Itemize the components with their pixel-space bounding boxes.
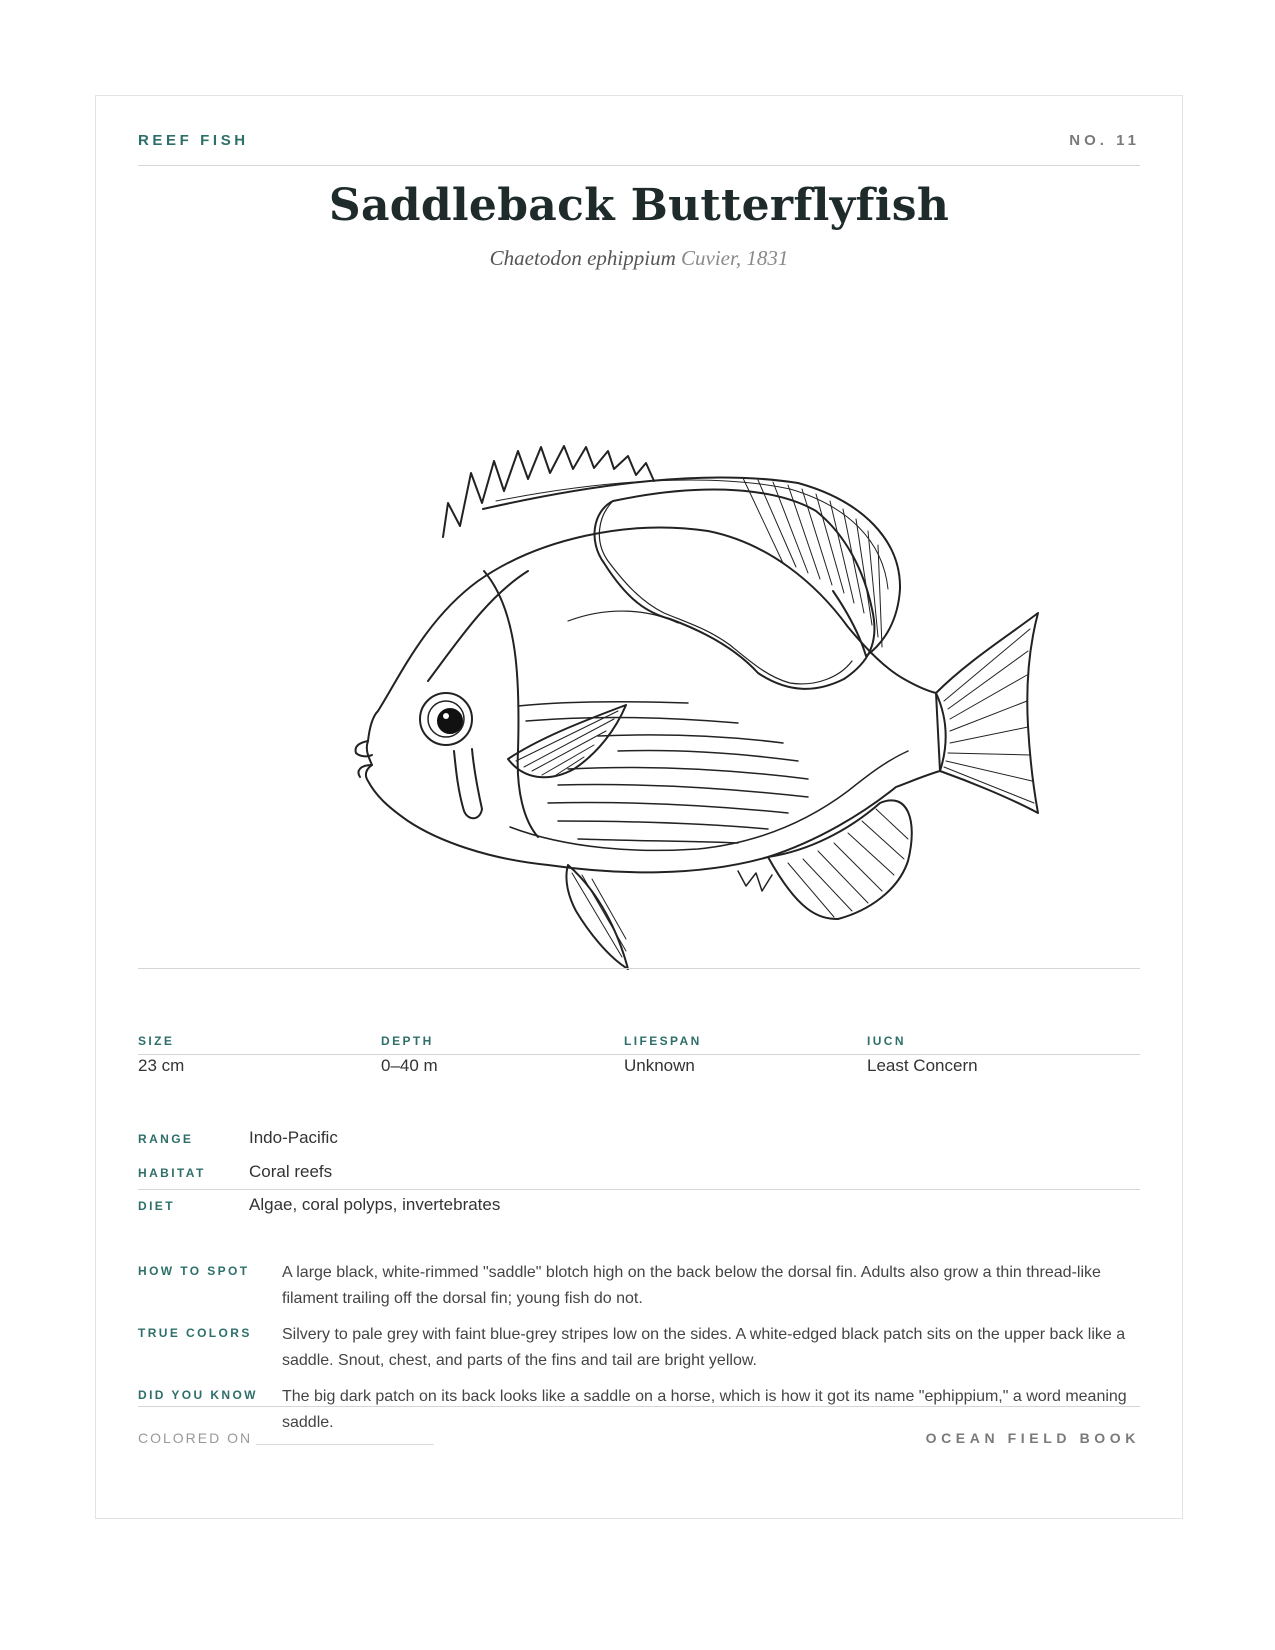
stat-value: 23 cm [138, 1056, 185, 1075]
scientific-name: Chaetodon ephippium [489, 246, 676, 270]
header-divider [138, 165, 1140, 166]
card-number: NO. 11 [1069, 132, 1140, 149]
stat-label: DEPTH [381, 1034, 434, 1048]
card-header [138, 132, 1140, 152]
species-card [95, 95, 1183, 1519]
note-label: TRUE COLORS [138, 1326, 252, 1340]
body-stripes [518, 702, 808, 843]
stat-depth [381, 1034, 621, 1076]
saddle-patch [594, 490, 874, 689]
stat-size [138, 1034, 378, 1076]
note-label: HOW TO SPOT [138, 1264, 250, 1278]
fact-label: HABITAT [138, 1166, 206, 1180]
stat-label: IUCN [867, 1034, 906, 1048]
page-title: Saddleback Butterflyfish [328, 180, 950, 231]
note-label: DID YOU KNOW [138, 1388, 258, 1402]
stat-value: 0–40 m [381, 1056, 438, 1075]
caudal-fin [936, 613, 1038, 813]
pelvic-fin [566, 865, 628, 969]
stats-divider-bottom [138, 1054, 1140, 1055]
note-text: Silvery to pale grey with faint blue-grey stripes low on the sides. A white-edged black patch sits on the upper back like a saddle. Snout, chest, and parts of the fins and tail are bright yellow. [282, 1326, 1126, 1369]
colored-on-label: COLORED ON [138, 1430, 253, 1446]
stat-value: Least Concern [867, 1056, 978, 1075]
stat-iucn [867, 1034, 1107, 1076]
fact-label: RANGE [138, 1132, 194, 1146]
fact-value: Algae, coral polyps, invertebrates [249, 1195, 501, 1214]
fact-value: Coral reefs [249, 1162, 333, 1181]
stat-label: LIFESPAN [624, 1034, 702, 1048]
dorsal-fin-soft [483, 477, 900, 656]
anal-fin [768, 800, 912, 919]
footer-divider [138, 1406, 1140, 1407]
stat-lifespan [624, 1034, 864, 1076]
stats-row [138, 1034, 1140, 1094]
brand-name: OCEAN FIELD BOOK [925, 1430, 1140, 1446]
fact-label: DIET [138, 1199, 175, 1213]
fish-illustration [268, 351, 1068, 1051]
note-text: The big dark patch on its back looks like a saddle on a horse, which is how it got its name "ephippium," a word meaning saddle. [282, 1388, 1127, 1431]
taxonomic-authority: Cuvier, 1831 [681, 246, 789, 270]
scientific-name-line [138, 246, 1140, 271]
facts-divider [138, 1189, 1140, 1190]
card-content [138, 96, 1140, 1518]
dorsal-fin-rays [743, 478, 882, 647]
stat-label: SIZE [138, 1034, 175, 1048]
fact-value: Indo-Pacific [249, 1128, 338, 1147]
category-label: REEF FISH [138, 132, 249, 149]
fish-body [366, 528, 940, 873]
stats-divider-top [138, 968, 1140, 969]
note-text: A large black, white-rimmed "saddle" blotch high on the back below the dorsal fin. Adults also grow a thin thread-like filament trailing off the dorsal fin; young fish do not. [282, 1264, 1101, 1307]
stat-value: Unknown [624, 1056, 695, 1075]
colored-on-blank-line [256, 1444, 434, 1445]
